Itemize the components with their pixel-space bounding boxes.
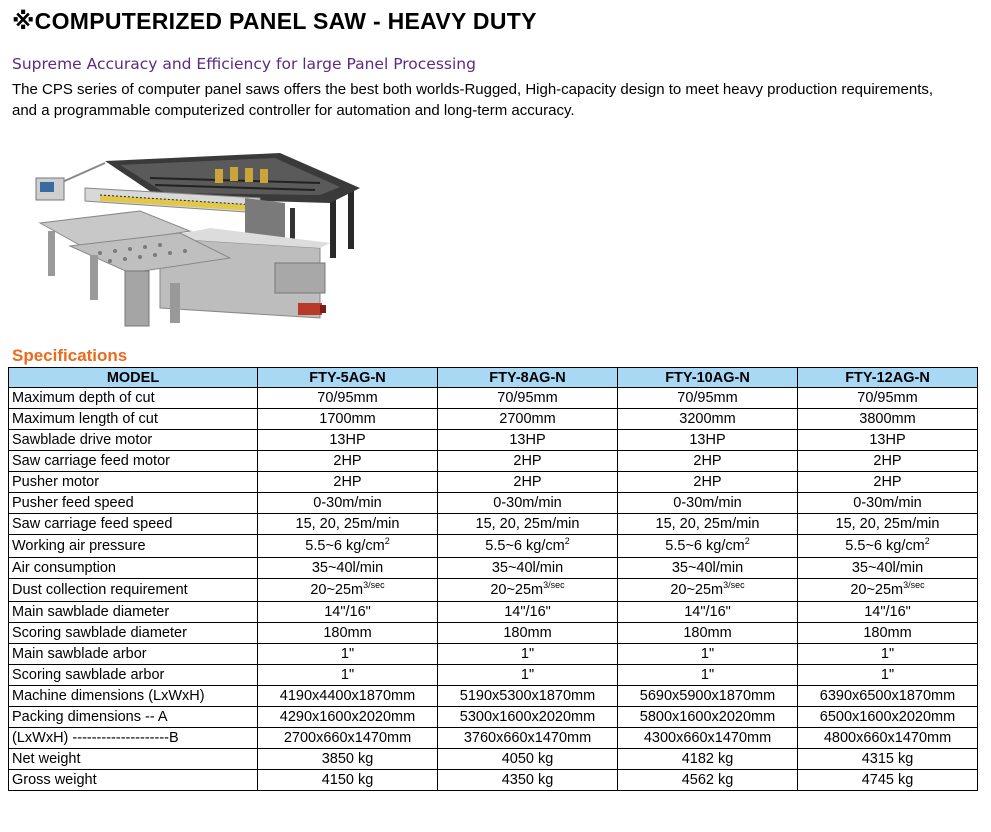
spec-value <box>798 686 978 707</box>
table-row <box>9 728 978 749</box>
spec-value-superscript: 3/sec <box>723 580 745 590</box>
spec-value-text: 13HP <box>509 432 546 448</box>
spec-value <box>438 770 618 791</box>
spec-value-text: 5.5~6 kg/cm <box>665 538 745 554</box>
spec-value-text: 70/95mm <box>857 390 918 406</box>
spec-value-text: 35~40l/min <box>311 560 384 576</box>
spec-label: Maximum depth of cut <box>9 388 258 409</box>
page-subtitle: Supreme Accuracy and Efficiency for large Panel Processing <box>12 55 476 73</box>
spec-value-text: 2700x660x1470mm <box>283 730 412 746</box>
spec-value-text: 5.5~6 kg/cm <box>485 538 565 554</box>
spec-value-text: 6390x6500x1870mm <box>819 688 956 704</box>
spec-label: Air consumption <box>9 558 258 579</box>
spec-label: Main sawblade arbor <box>9 644 258 665</box>
spec-value-text: 2HP <box>333 474 362 490</box>
specifications-table <box>8 367 978 791</box>
spec-value-text: 0-30m/min <box>853 495 922 511</box>
table-row <box>9 665 978 686</box>
spec-label: (LxWxH) --------------------B <box>9 728 258 749</box>
spec-value-text: 4050 kg <box>501 751 554 767</box>
spec-value-text: 1700mm <box>319 411 376 427</box>
spec-value <box>798 579 978 602</box>
spec-value <box>438 409 618 430</box>
spec-value <box>618 770 798 791</box>
spec-value-text: 6500x1600x2020mm <box>819 709 956 725</box>
spec-value <box>258 686 438 707</box>
spec-label: Working air pressure <box>9 535 258 558</box>
table-row <box>9 749 978 770</box>
spec-value-text: 2HP <box>873 453 902 469</box>
spec-value <box>438 514 618 535</box>
spec-label: Machine dimensions (LxWxH) <box>9 686 258 707</box>
table-header-row <box>9 368 978 388</box>
spec-value-text: 1" <box>880 667 895 683</box>
spec-value <box>258 472 438 493</box>
spec-value <box>438 602 618 623</box>
description-line-1: The CPS series of computer panel saws offers the best both worlds-Rugged, High-capacity design to meet heavy production requirements, <box>12 81 934 98</box>
spec-value-text: 13HP <box>869 432 906 448</box>
spec-label: Saw carriage feed motor <box>9 451 258 472</box>
description-line-2: and a programmable computerized controller for automation and long-term accuracy. <box>12 102 575 119</box>
spec-value <box>798 623 978 644</box>
spec-label: Pusher feed speed <box>9 493 258 514</box>
spec-value <box>618 707 798 728</box>
table-row <box>9 644 978 665</box>
spec-value-text: 180mm <box>863 625 912 641</box>
column-header-model-3: FTY-10AG-N <box>618 368 798 388</box>
spec-value <box>438 451 618 472</box>
spec-value-superscript: 3/sec <box>903 580 925 590</box>
spec-value-text: 180mm <box>323 625 372 641</box>
column-header-model-2: FTY-8AG-N <box>438 368 618 388</box>
product-description <box>12 79 987 121</box>
spec-value-text: 15, 20, 25m/min <box>475 516 580 532</box>
spec-label: Sawblade drive motor <box>9 430 258 451</box>
spec-label: Gross weight <box>9 770 258 791</box>
spec-value-superscript: 2 <box>744 536 750 546</box>
spec-value <box>438 644 618 665</box>
spec-value-text: 35~40l/min <box>851 560 924 576</box>
spec-value <box>438 749 618 770</box>
spec-value-text: 0-30m/min <box>313 495 382 511</box>
table-row <box>9 770 978 791</box>
spec-value <box>258 644 438 665</box>
spec-value-text: 180mm <box>683 625 732 641</box>
spec-value <box>618 493 798 514</box>
spec-value-text: 20~25m <box>850 582 904 598</box>
spec-value <box>438 728 618 749</box>
spec-value <box>798 770 978 791</box>
spec-value-text: 5.5~6 kg/cm <box>305 538 385 554</box>
spec-label: Scoring sawblade arbor <box>9 665 258 686</box>
spec-value-text: 5.5~6 kg/cm <box>845 538 925 554</box>
table-row <box>9 707 978 728</box>
spec-value-text: 70/95mm <box>317 390 378 406</box>
spec-value <box>438 665 618 686</box>
spec-value <box>798 430 978 451</box>
spec-value-text: 4182 kg <box>681 751 734 767</box>
spec-value-text: 1" <box>340 667 355 683</box>
spec-value <box>258 430 438 451</box>
spec-value <box>798 602 978 623</box>
spec-label: Net weight <box>9 749 258 770</box>
spec-value <box>798 728 978 749</box>
spec-value <box>618 728 798 749</box>
spec-value-text: 4745 kg <box>861 772 914 788</box>
table-row <box>9 579 978 602</box>
spec-value <box>258 493 438 514</box>
spec-value-text: 1" <box>520 646 535 662</box>
spec-value-text: 1" <box>520 667 535 683</box>
spec-value-text: 2HP <box>693 474 722 490</box>
spec-label: Pusher motor <box>9 472 258 493</box>
spec-value-text: 20~25m <box>490 582 544 598</box>
column-header-model-4: FTY-12AG-N <box>798 368 978 388</box>
spec-value <box>798 707 978 728</box>
spec-label: Main sawblade diameter <box>9 602 258 623</box>
spec-value-text: 35~40l/min <box>671 560 744 576</box>
spec-value <box>798 409 978 430</box>
spec-value-text: 4290x1600x2020mm <box>279 709 416 725</box>
spec-value <box>258 623 438 644</box>
panel-saw-machine-image <box>30 143 360 333</box>
spec-value <box>618 686 798 707</box>
spec-value-text: 4190x4400x1870mm <box>279 688 416 704</box>
spec-value <box>798 665 978 686</box>
spec-value-text: 180mm <box>503 625 552 641</box>
spec-value-text: 0-30m/min <box>493 495 562 511</box>
spec-value <box>258 451 438 472</box>
specifications-table-body <box>9 388 978 791</box>
spec-value-text: 3800mm <box>859 411 916 427</box>
spec-value <box>258 388 438 409</box>
spec-value <box>258 707 438 728</box>
table-row <box>9 409 978 430</box>
spec-value <box>618 409 798 430</box>
table-row <box>9 388 978 409</box>
spec-label: Scoring sawblade diameter <box>9 623 258 644</box>
spec-label: Maximum length of cut <box>9 409 258 430</box>
table-row <box>9 623 978 644</box>
spec-value <box>618 472 798 493</box>
spec-value-text: 14"/16" <box>504 604 551 620</box>
spec-value-text: 2HP <box>513 474 542 490</box>
spec-value <box>258 514 438 535</box>
spec-value-text: 13HP <box>689 432 726 448</box>
spec-value <box>258 602 438 623</box>
spec-value-superscript: 2 <box>564 536 570 546</box>
spec-value-text: 3850 kg <box>321 751 374 767</box>
spec-value-superscript: 2 <box>384 536 390 546</box>
spec-value-text: 1" <box>340 646 355 662</box>
spec-value-text: 2HP <box>333 453 362 469</box>
spec-label: Dust collection requirement <box>9 579 258 602</box>
table-row <box>9 602 978 623</box>
page-title: ※COMPUTERIZED PANEL SAW - HEAVY DUTY <box>12 8 537 34</box>
spec-value-text: 14"/16" <box>684 604 731 620</box>
spec-value <box>258 535 438 558</box>
spec-value-text: 2HP <box>513 453 542 469</box>
spec-value-text: 20~25m <box>670 582 724 598</box>
spec-value-text: 2HP <box>873 474 902 490</box>
spec-value <box>438 388 618 409</box>
spec-value-text: 20~25m <box>310 582 364 598</box>
spec-value <box>258 749 438 770</box>
spec-value-text: 70/95mm <box>677 390 738 406</box>
table-row <box>9 430 978 451</box>
table-row <box>9 686 978 707</box>
table-row <box>9 535 978 558</box>
spec-value-text: 4562 kg <box>681 772 734 788</box>
spec-value <box>438 686 618 707</box>
spec-value-text: 1" <box>700 667 715 683</box>
spec-value <box>798 535 978 558</box>
spec-value <box>798 749 978 770</box>
spec-value <box>798 558 978 579</box>
spec-value <box>438 493 618 514</box>
table-row <box>9 514 978 535</box>
spec-value-text: 15, 20, 25m/min <box>295 516 400 532</box>
spec-value <box>618 388 798 409</box>
column-header-model-1: FTY-5AG-N <box>258 368 438 388</box>
spec-value <box>798 644 978 665</box>
spec-value-text: 5690x5900x1870mm <box>639 688 776 704</box>
specifications-heading: Specifications <box>12 346 128 365</box>
spec-value-text: 14"/16" <box>864 604 911 620</box>
table-row <box>9 558 978 579</box>
spec-value-text: 2HP <box>693 453 722 469</box>
spec-value <box>618 644 798 665</box>
spec-value <box>258 409 438 430</box>
spec-value-text: 5190x5300x1870mm <box>459 688 596 704</box>
table-row <box>9 493 978 514</box>
spec-value <box>438 707 618 728</box>
spec-value <box>798 388 978 409</box>
spec-value-text: 5300x1600x2020mm <box>459 709 596 725</box>
spec-value <box>438 430 618 451</box>
spec-value <box>258 665 438 686</box>
spec-value <box>438 579 618 602</box>
spec-value-superscript: 3/sec <box>543 580 565 590</box>
spec-value-text: 4800x660x1470mm <box>823 730 952 746</box>
spec-value <box>798 514 978 535</box>
spec-value-text: 2700mm <box>499 411 556 427</box>
spec-value <box>438 623 618 644</box>
spec-value-text: 0-30m/min <box>673 495 742 511</box>
spec-value <box>438 535 618 558</box>
spec-value-text: 70/95mm <box>497 390 558 406</box>
spec-value <box>618 451 798 472</box>
spec-value-text: 14"/16" <box>324 604 371 620</box>
spec-value <box>618 430 798 451</box>
spec-label: Saw carriage feed speed <box>9 514 258 535</box>
spec-value <box>618 558 798 579</box>
spec-value <box>618 579 798 602</box>
spec-value <box>618 749 798 770</box>
spec-value <box>618 535 798 558</box>
spec-value-superscript: 2 <box>924 536 930 546</box>
spec-value <box>258 770 438 791</box>
spec-value <box>258 558 438 579</box>
spec-value-text: 4350 kg <box>501 772 554 788</box>
spec-value-text: 1" <box>700 646 715 662</box>
spec-value-text: 35~40l/min <box>491 560 564 576</box>
spec-value <box>798 472 978 493</box>
spec-value-text: 4315 kg <box>861 751 914 767</box>
spec-value-text: 1" <box>880 646 895 662</box>
spec-value-superscript: 3/sec <box>363 580 385 590</box>
spec-value <box>618 602 798 623</box>
spec-value-text: 4300x660x1470mm <box>643 730 772 746</box>
spec-value <box>618 665 798 686</box>
spec-value-text: 5800x1600x2020mm <box>639 709 776 725</box>
spec-value <box>258 728 438 749</box>
spec-value <box>798 493 978 514</box>
spec-value-text: 15, 20, 25m/min <box>655 516 760 532</box>
spec-value-text: 3760x660x1470mm <box>463 730 592 746</box>
spec-value-text: 13HP <box>329 432 366 448</box>
spec-value-text: 15, 20, 25m/min <box>835 516 940 532</box>
spec-value-text: 3200mm <box>679 411 736 427</box>
spec-value <box>258 579 438 602</box>
column-header-model: MODEL <box>9 368 258 388</box>
spec-label: Packing dimensions -- A <box>9 707 258 728</box>
spec-value <box>618 514 798 535</box>
table-row <box>9 451 978 472</box>
spec-value <box>438 558 618 579</box>
spec-value <box>618 623 798 644</box>
table-row <box>9 472 978 493</box>
spec-value <box>438 472 618 493</box>
spec-value-text: 4150 kg <box>321 772 374 788</box>
spec-value <box>798 451 978 472</box>
